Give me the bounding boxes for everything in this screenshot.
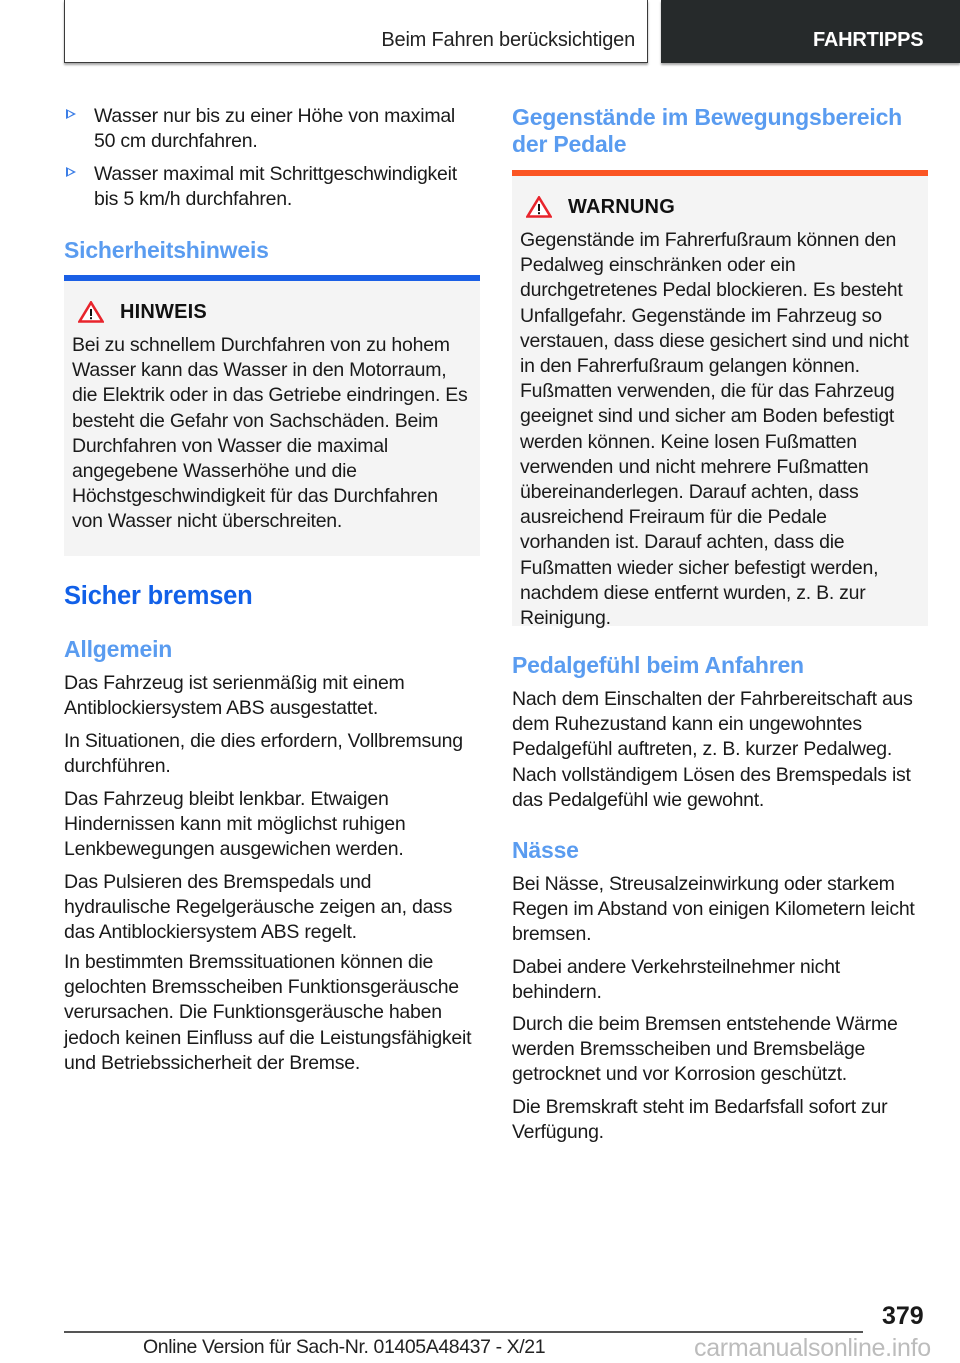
paragraph: Das Fahrzeug ist serienmäßig mit einem Antiblockiersystem ABS ausgestattet. [64,672,405,720]
paragraph: Das Pulsieren des Bremspedals und hydraulische Regelgeräusche zeigen an, dass das Antiblockiersystem ABS regelt. [64,871,453,944]
notice-text: Bei zu schnellem Durchfahren von zu hohem Wasser kann das Wasser in den Motorraum, die Elektrik oder in das Getriebe eindringen. Es besteht die Gefahr von Sachschäden. Beim Durchfahren von Wasser die maximal angegebene Wasserhöhe und die Höchstgeschwindigkeit für das Durchfahren von Wasser nicht überschreiten. [72,334,468,533]
footer-version-text: Online Version für Sach-Nr. 01405A48437 - X/21 [143,1336,546,1358]
paragraph: Das Fahrzeug bleibt lenkbar. Etwaigen Hindernissen kann mit möglichst ruhigen Lenkbewegungen ausgewichen werden. [64,788,406,861]
main-heading-braking: Sicher bremsen [64,582,253,610]
section-heading-pedal-feel: Pedalgefühl beim Anfahren [512,652,804,678]
chapter-header-tab [661,0,960,63]
bullet-item: Wasser nur bis zu einer Höhe von maximal 50 cm durchfahren. [64,104,480,154]
paragraph: Nach dem Einschalten der Fahrbereitschaft aus dem Ruhezustand kann ein ungewohntes Pedalgefühl auftreten, z. B. kurzer Pedalweg. Nach vollständigem Lösen des Bremspedals ist das Pedalgefühl wie gewohnt. [512,688,913,811]
bullet-triangle-icon [66,167,76,177]
footer-rule [64,1331,863,1333]
paragraph: Die Bremskraft steht im Bedarfsfall sofort zur Verfügung. [512,1096,888,1144]
notice-box [64,281,480,556]
notice-label: HINWEIS [120,300,207,323]
section-heading-safety: Sicherheitshinweis [64,237,269,263]
section-title: Beim Fahren berücksichtigen [381,29,635,51]
warning-triangle-icon [78,301,104,323]
warning-triangle-icon [526,196,552,218]
warning-text: Gegenstände im Fahrerfußraum können den Pedalweg einschränken oder ein durchgetretenes Pedal blockieren. Es besteht Unfallgefahr. Gegenstände im Fahrzeug so verstauen, dass diese gesichert sind und nicht in den Fahrerfußraum gelangen können. Fußmatten verwenden, die für das Fahrzeug geeignet sind und sicher am Boden befestigt werden können. Keine losen Fußmatten verwenden und nicht mehrere Fußmatten übereinanderlegen. Darauf achten, dass ausreichend Freiraum für die Pedale vorhanden ist. Darauf achten, dass die Fußmatten wieder sicher befestigt werden, nachdem diese entfernt wurden, z. B. zur Reinigung. [520,229,909,630]
paragraph: Durch die beim Bremsen entstehende Wärme werden Bremsscheiben und Bremsbeläge getrocknet und vor Korrosion geschützt. [512,1013,898,1086]
chapter-title: FAHRTIPPS [813,29,924,51]
page-number: 379 [882,1302,924,1330]
paragraph: In Situationen, die dies erfordern, Vollbremsung durchführen. [64,730,463,778]
section-heading-wet: Nässe [512,837,579,863]
sub-heading-general: Allgemein [64,636,173,662]
section-heading-pedals: Gegenstände im Bewegungsbereich der Pedale [512,104,903,157]
bullet-item: Wasser maximal mit Schrittgeschwindigkeit bis 5 km/h durchfahren. [64,162,480,212]
bullet-triangle-icon [66,109,76,119]
paragraph: Bei Nässe, Streusalzeinwirkung oder starkem Regen im Abstand von einigen Kilometern leicht bremsen. [512,873,915,946]
watermark: carmanualsonline.info [694,1334,931,1362]
section-header-tab [64,0,648,63]
paragraph: Dabei andere Verkehrsteilnehmer nicht behindern. [512,956,840,1004]
warning-label: WARNUNG [568,195,675,218]
paragraph: In bestimmten Bremssituationen können die gelochten Bremsscheiben Funktionsgeräusche verursachen. Die Funktionsgeräusche haben jedoch keinen Einfluss auf die Leistungsfähigkeit und Betriebssicherheit der Bremse. [64,951,472,1074]
warning-box [512,176,928,630]
